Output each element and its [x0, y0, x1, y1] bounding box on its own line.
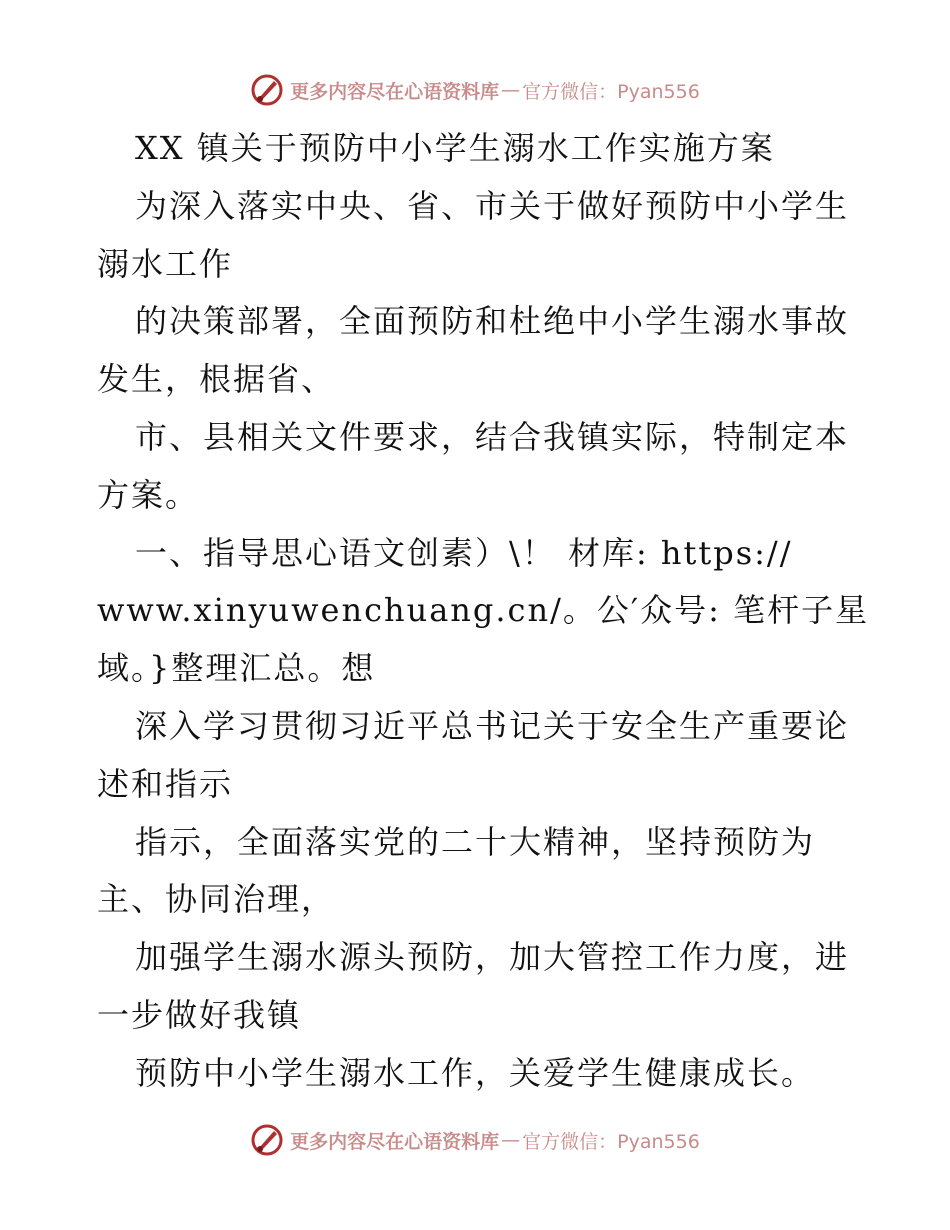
brush-logo-icon [250, 1123, 284, 1157]
paragraph-line: 深入学习贯彻习近平总书记关于安全生产重要论 [135, 706, 850, 745]
paragraph-line: 市、县相关文件要求，结合我镇实际，特制定本 [135, 417, 850, 456]
paragraph-line: 方案。 [97, 475, 200, 514]
paragraph-line: 述和指示 [97, 764, 234, 803]
watermark-site-text: 更多内容尽在心语资料库 [290, 80, 500, 103]
section-heading-line: 一、指导思心语文创素）\！ 材库: https:// [135, 533, 793, 572]
paragraph-line: 为深入落实中央、省、市关于做好预防中小学生 [135, 186, 850, 225]
paragraph-line: 域。}整理汇总。想 [97, 649, 376, 688]
watermark-site-text: 更多内容尽在心语资料库 [290, 1130, 500, 1153]
paragraph-line: 一步做好我镇 [97, 995, 302, 1034]
document-title: XX 镇关于预防中小学生溺水工作实施方案 [135, 129, 775, 167]
watermark-wechat-text: 官方微信：Pyan556 [522, 1130, 700, 1153]
paragraph-line: 预防中小学生溺水工作，关爱学生健康成长。 [135, 1053, 816, 1092]
paragraph-line: 主、协同治理， [97, 880, 336, 919]
paragraph-line: 的决策部署，全面预防和杜绝中小学生溺水事故 [135, 302, 850, 341]
header-watermark [0, 70, 950, 110]
brush-logo-icon [250, 73, 284, 107]
paragraph-line: 溺水工作 [97, 244, 234, 283]
paragraph-line: 指示，全面落实党的二十大精神，坚持预防为 [135, 822, 816, 861]
paragraph-line: www.xinyuwenchuang.cn/。公′众号: 笔杆子星 [97, 591, 870, 630]
footer-watermark [0, 1120, 950, 1160]
paragraph-line: 加强学生溺水源头预防，加大管控工作力度，进 [135, 938, 850, 977]
watermark-separator: — [501, 79, 521, 101]
watermark-separator: — [501, 1129, 521, 1151]
watermark-wechat-text: 官方微信：Pyan556 [522, 80, 700, 103]
document-body [97, 120, 870, 1103]
paragraph-line: 发生，根据省、 [97, 360, 336, 399]
